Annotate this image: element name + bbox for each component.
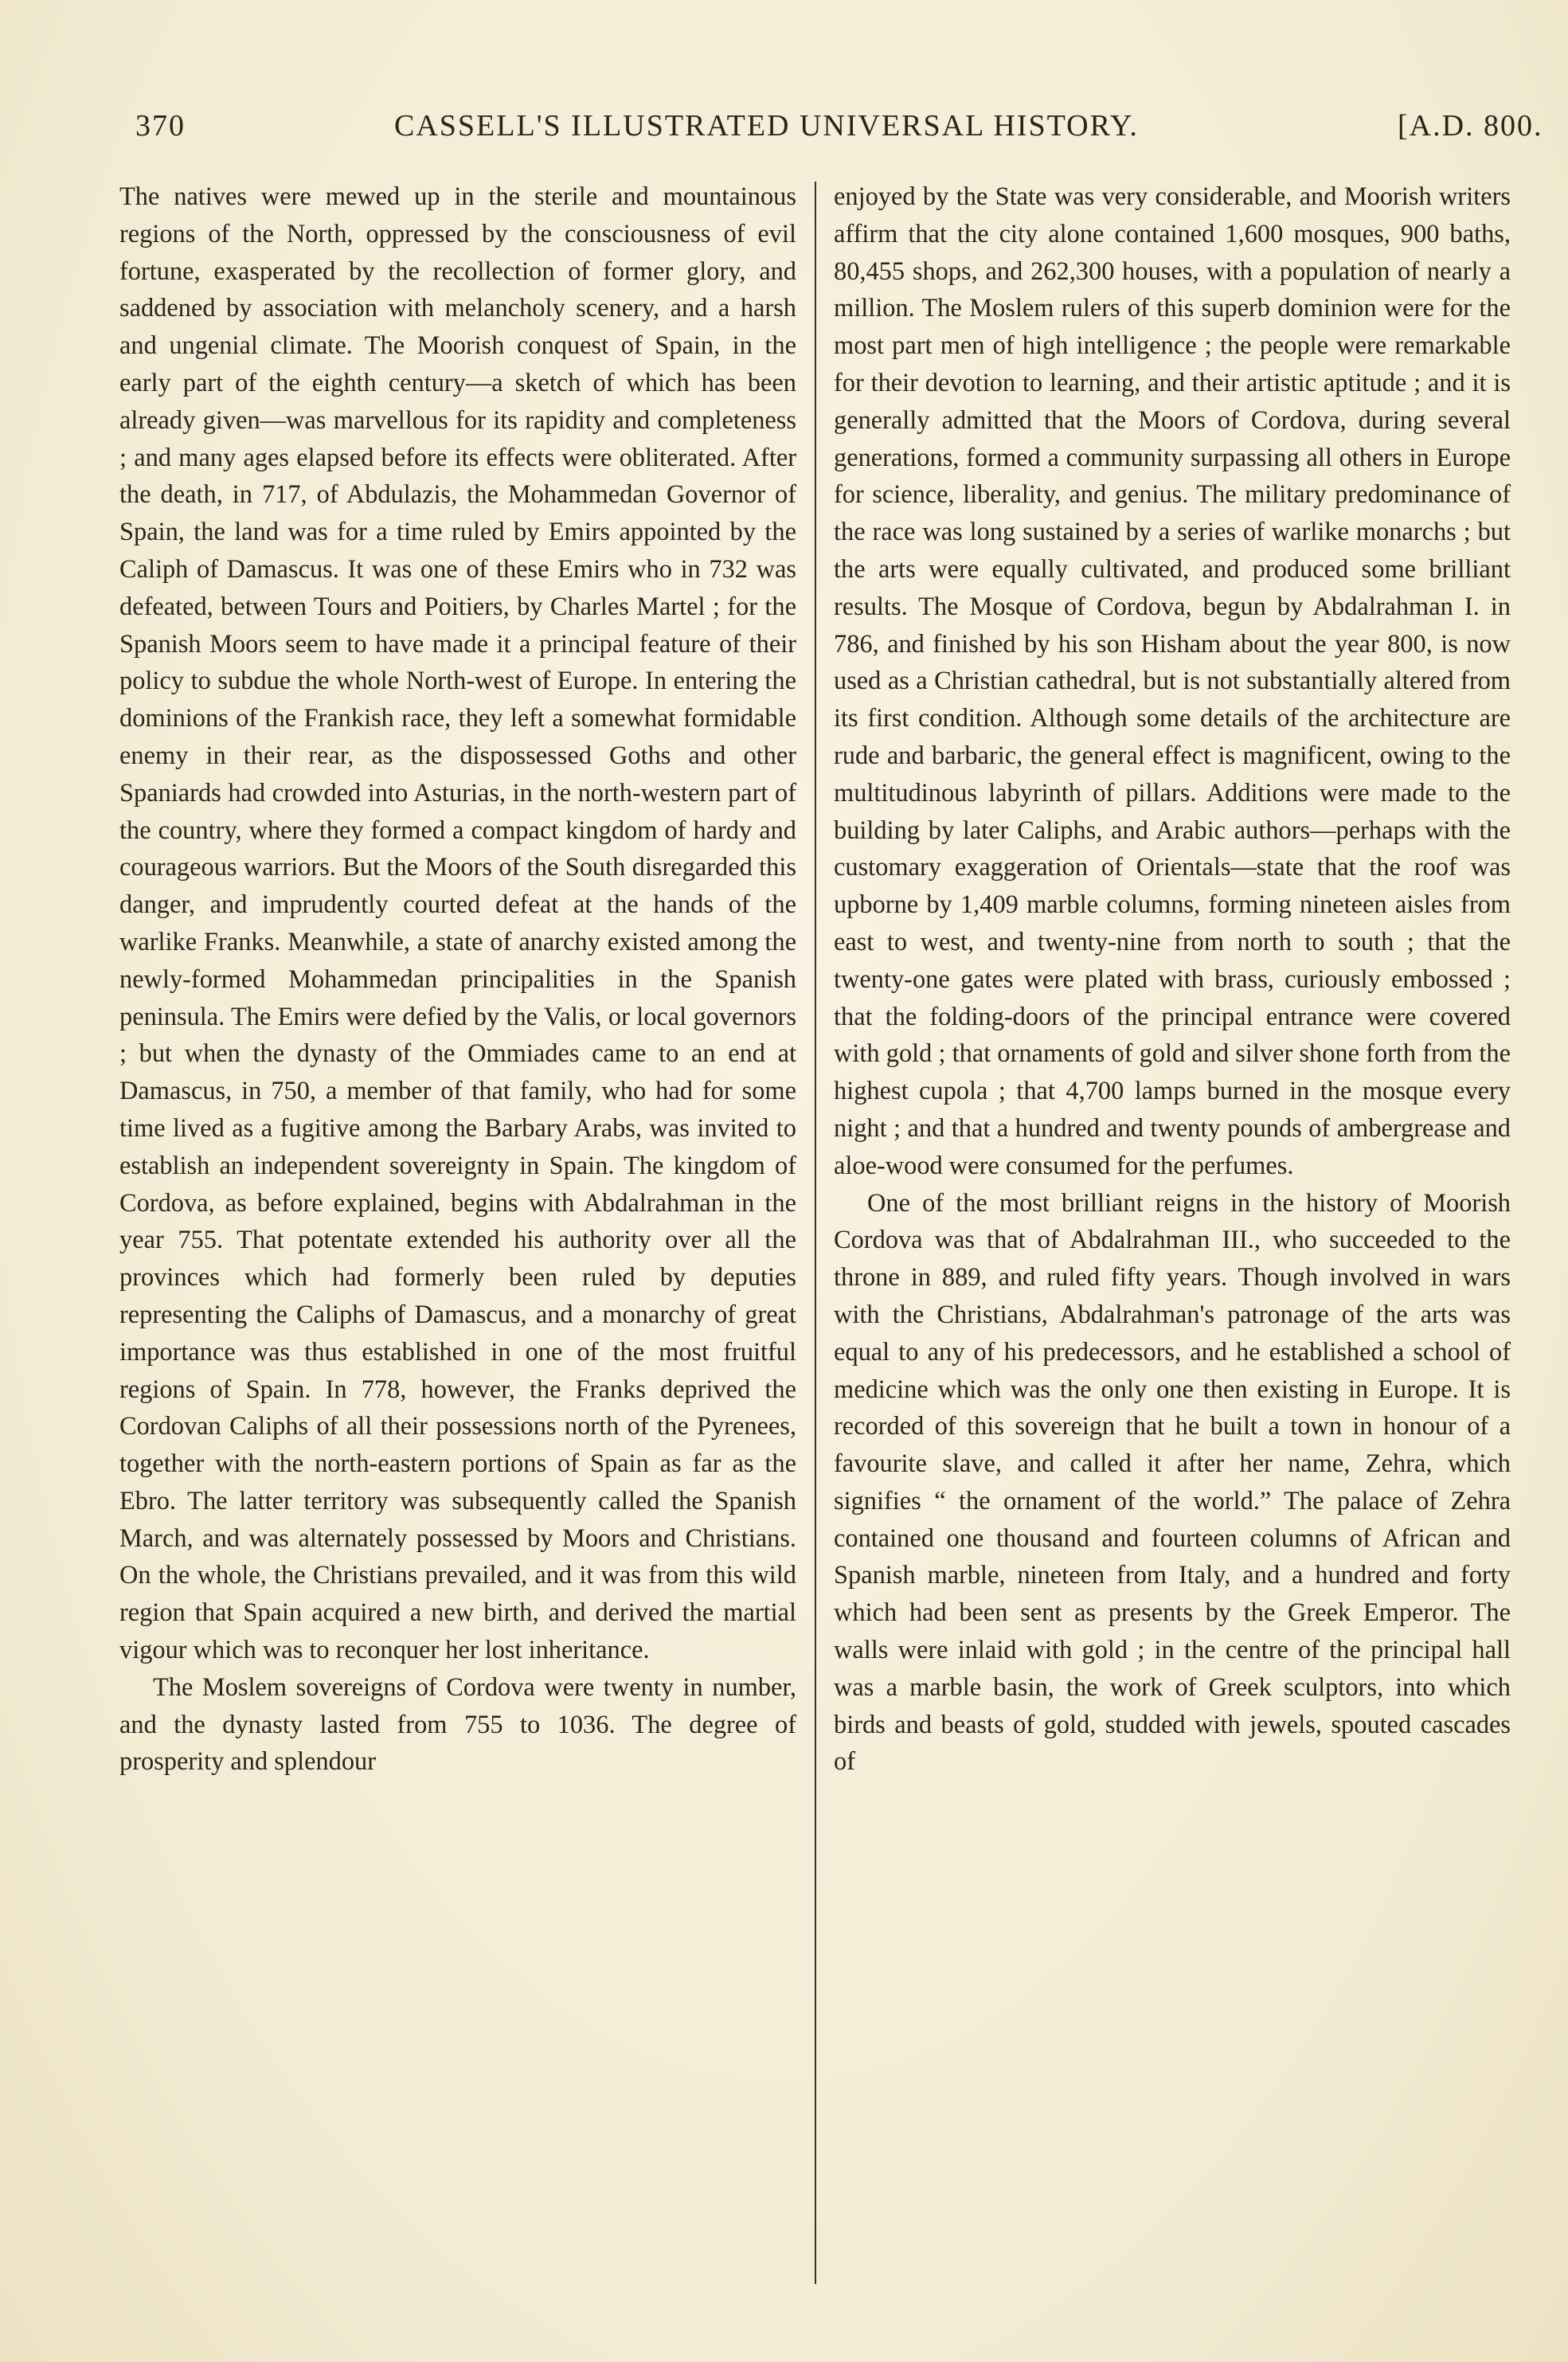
right-paragraph-1: enjoyed by the State was very considerable, and Moorish writers affirm that the city alone contained 1,600 mosques, 900 baths, 80,455 shops, and 262,300 houses, with a population of nearly a million. The Moslem rulers of this superb dominion were for the most part men of high intelligence ; the people were remarkable for their devotion to learning, and their artistic aptitude ; and it is generally admitted that the Moors of Cordova, during several generations, formed a community surpassing all others in Europe for science, liberality, and genius. The military predominance of the race was long sustained by a series of warlike monarchs ; but the arts were equally cultivated, and produced some brilliant results. The Mosque of Cordova, begun by Abdalrahman I. in 786, and finished by his son Hisham about the year 800, is now used as a Christian cathedral, but is not substantially altered from its first condition. Although some details of the architecture are rude and barbaric, the general effect is magnificent, owing to the multitudinous labyrinth of pillars. Additions were made to the building by later Caliphs, and Arabic authors—perhaps with the customary exaggeration of Orientals—state that the roof was upborne by 1,409 marble columns, forming nineteen aisles from east to west, and twenty-nine from north to south ; that the twenty-one gates were plated with brass, curiously embossed ; that the folding-doors of the principal entrance were covered with gold ; that ornaments of gold and silver shone forth from the highest cupola ; that 4,700 lamps burned in the mosque every night ; and that a hundred and twenty pounds of ambergrease and aloe-wood were consumed for the perfumes.	[834, 182, 1511, 1180]
page-number: 370	[135, 109, 186, 143]
column-divider	[815, 182, 816, 2284]
page-header	[0, 108, 1568, 156]
right-column	[834, 178, 1511, 2305]
left-paragraph-2: The Moslem sovereigns of Cordova were twenty in number, and the dynasty lasted from 755 to 1036. The degree of prosperity and splendour	[119, 1672, 796, 1777]
left-paragraph-1: The natives were mewed up in the sterile and mountainous regions of the North, oppressed by the consciousness of evil fortune, exasperated by the recollection of former glory, and saddened by association with melancholy scenery, and a harsh and ungenial climate. The Moorish conquest of Spain, in the early part of the eighth century—a sketch of which has been already given—was marvellous for its rapidity and completeness ; and many ages elapsed before its effects were obliterated. After the death, in 717, of Abdulazis, the Mohammedan Governor of Spain, the land was for a time ruled by Emirs appointed by the Caliph of Damascus. It was one of these Emirs who in 732 was defeated, between Tours and Poitiers, by Charles Martel ; for the Spanish Moors seem to have made it a principal feature of their policy to subdue the whole North-west of Europe. In entering the dominions of the Frankish race, they left a somewhat formidable enemy in their rear, as the dispossessed Goths and other Spaniards had crowded into Asturias, in the north-western part of the country, where they formed a compact kingdom of hardy and courageous warriors. But the Moors of the South disregarded this danger, and imprudently courted defeat at the hands of the warlike Franks. Meanwhile, a state of anarchy existed among the newly-formed Mohammedan principalities in the Spanish peninsula. The Emirs were defied by the Valis, or local governors ; but when the dynasty of the Ommiades came to an end at Damascus, in 750, a member of that family, who had for some time lived as a fugitive among the Barbary Arabs, was invited to establish an independent sovereignty in Spain. The kingdom of Cordova, as before explained, begins with Abdalrahman in the year 755. That potentate extended his authority over all the provinces which had formerly been ruled by deputies representing the Caliphs of Damascus, and a monarchy of great importance was thus established in one of the most fruitful regions of Spain. In 778, however, the Franks deprived the Cordovan Caliphs of all their possessions north of the Pyrenees, together with the north-eastern portions of Spain as far as the Ebro. The latter territory was subsequently called the Spanish March, and was alternately possessed by Moors and Christians. On the whole, the Christians prevailed, and it was from this wild region that Spain acquired a new birth, and derived the martial vigour which was to reconquer her lost inheritance.	[119, 182, 796, 1665]
running-title: CASSELL'S ILLUSTRATED UNIVERSAL HISTORY.	[394, 109, 1139, 143]
right-paragraph-2: One of the most brilliant reigns in the history of Moorish Cordova was that of Abdalrahman III., who succeeded to the throne in 889, and ruled fifty years. Though involved in wars with the Christians, Abdalrahman's patronage of the arts was equal to any of his predecessors, and he established a school of medicine which was the only one then existing in Europe. It is recorded of this sovereign that he built a town in honour of a favourite slave, and called it after her name, Zehra, which signifies “ the ornament of the world.” The palace of Zehra contained one thousand and fourteen columns of African and Spanish marble, nineteen from Italy, and a hundred and forty which had been sent as presents by the Greek Emperor. The walls were inlaid with gold ; in the centre of the principal hall was a marble basin, the work of Greek sculptors, into which birds and beasts of gold, studded with jewels, spouted cascades of	[834, 1188, 1511, 1777]
date-mark: [A.D. 800.	[1398, 109, 1543, 143]
left-column	[119, 178, 796, 2305]
